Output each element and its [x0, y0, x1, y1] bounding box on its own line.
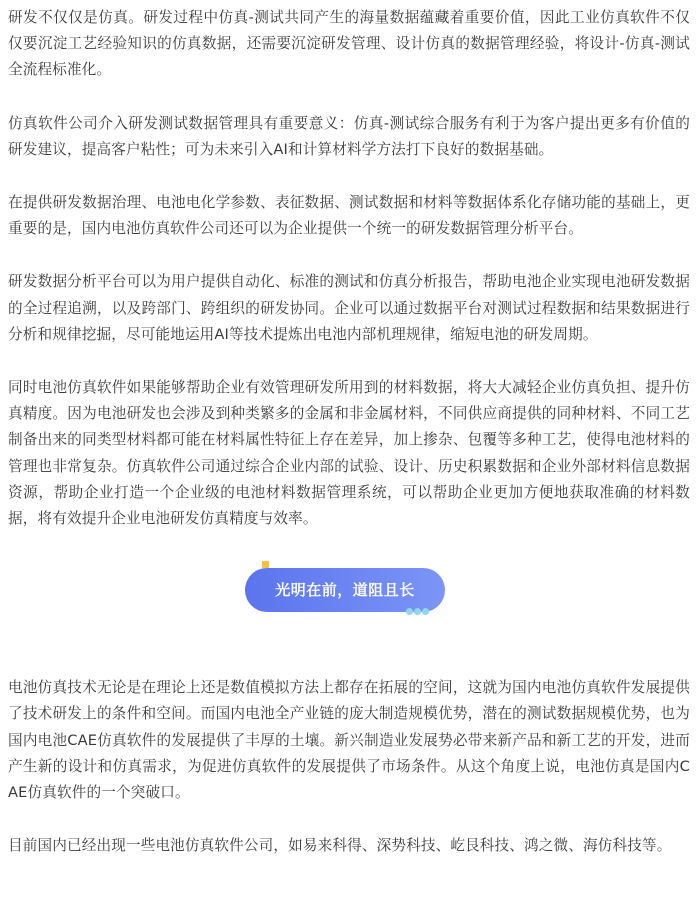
article-body — [8, 0, 690, 859]
paragraph: 研发数据分析平台可以为用户提供自动化、标准的测试和仿真分析报告，帮助电池企业实现电池研发数据的全过程追溯，以及跨部门、跨组织的研发协同。企业可以通过数据平台对测试过程数据和结果数据进行分析和规律挖掘，尽可能地运用AI等技术提炼出电池内部机理规律，缩短电池的研发周期。 — [8, 273, 690, 343]
paragraph: 研发不仅仅是仿真。研发过程中仿真-测试共同产生的海量数据蕴藏着重要价值，因此工业仿真软件不仅仅要沉淀工艺经验知识的仿真数据，还需要沉淀研发管理、设计仿真的数据管理经验，将设计-仿真-测试全流程标准化。 — [8, 9, 690, 79]
section-header — [8, 547, 690, 639]
paragraph: 目前国内已经出现一些电池仿真软件公司，如易来科得、深势科技、屹艮科技、鸿之微、海仿科技等。 — [8, 837, 672, 855]
decorative-dots-icon — [406, 608, 436, 616]
decorative-square-icon — [262, 561, 269, 568]
section-title: 光明在前，道阻且长 — [275, 581, 415, 600]
section-title-pill — [245, 568, 445, 612]
dot-icon — [414, 608, 421, 615]
paragraph: 仿真软件公司介入研发测试数据管理具有重要意义：仿真-测试综合服务有利于为客户提出更多有价值的研发建议，提高客户粘性；可为未来引入AI和计算材料学方法打下良好的数据基础。 — [8, 114, 690, 158]
dot-icon — [422, 608, 429, 615]
paragraph: 电池仿真技术无论是在理论上还是数值模拟方法上都存在拓展的空间，这就为国内电池仿真软件发展提供了技术研发上的条件和空间。而国内电池全产业链的庞大制造规模优势，潜在的测试数据规模优势，也为国内电池CAE仿真软件的发展提供了丰厚的土壤。新兴制造业发展势必带来新产品和新工艺的开发，进而产生新的设计和仿真需求，为促进仿真软件的发展提供了市场条件。从这个角度上说，电池仿真是国内CAE仿真软件的一个突破口。 — [8, 679, 690, 802]
dot-icon — [406, 608, 413, 615]
paragraph: 同时电池仿真软件如果能够帮助企业有效管理研发所用到的材料数据，将大大减轻企业仿真负担、提升仿真精度。因为电池研发也会涉及到种类繁多的金属和非金属材料，不同供应商提供的同种材料、不同工艺制备出来的同类型材料都可能在材料属性特征上存在差异，加上掺杂、包覆等多种工艺，使得电池材料的管理也非常复杂。仿真软件公司通过综合企业内部的试验、设计、历史积累数据和企业外部材料信息数据资源，帮助企业打造一个企业级的电池材料数据管理系统，可以帮助企业更加方便地获取准确的材料数据，将有效提升企业电池研发仿真精度与效率。 — [8, 379, 690, 528]
paragraph: 在提供研发数据治理、电池电化学参数、表征数据、测试数据和材料等数据体系化存储功能的基础上，更重要的是，国内电池仿真软件公司还可以为企业提供一个统一的研发数据管理分析平台。 — [8, 194, 690, 238]
